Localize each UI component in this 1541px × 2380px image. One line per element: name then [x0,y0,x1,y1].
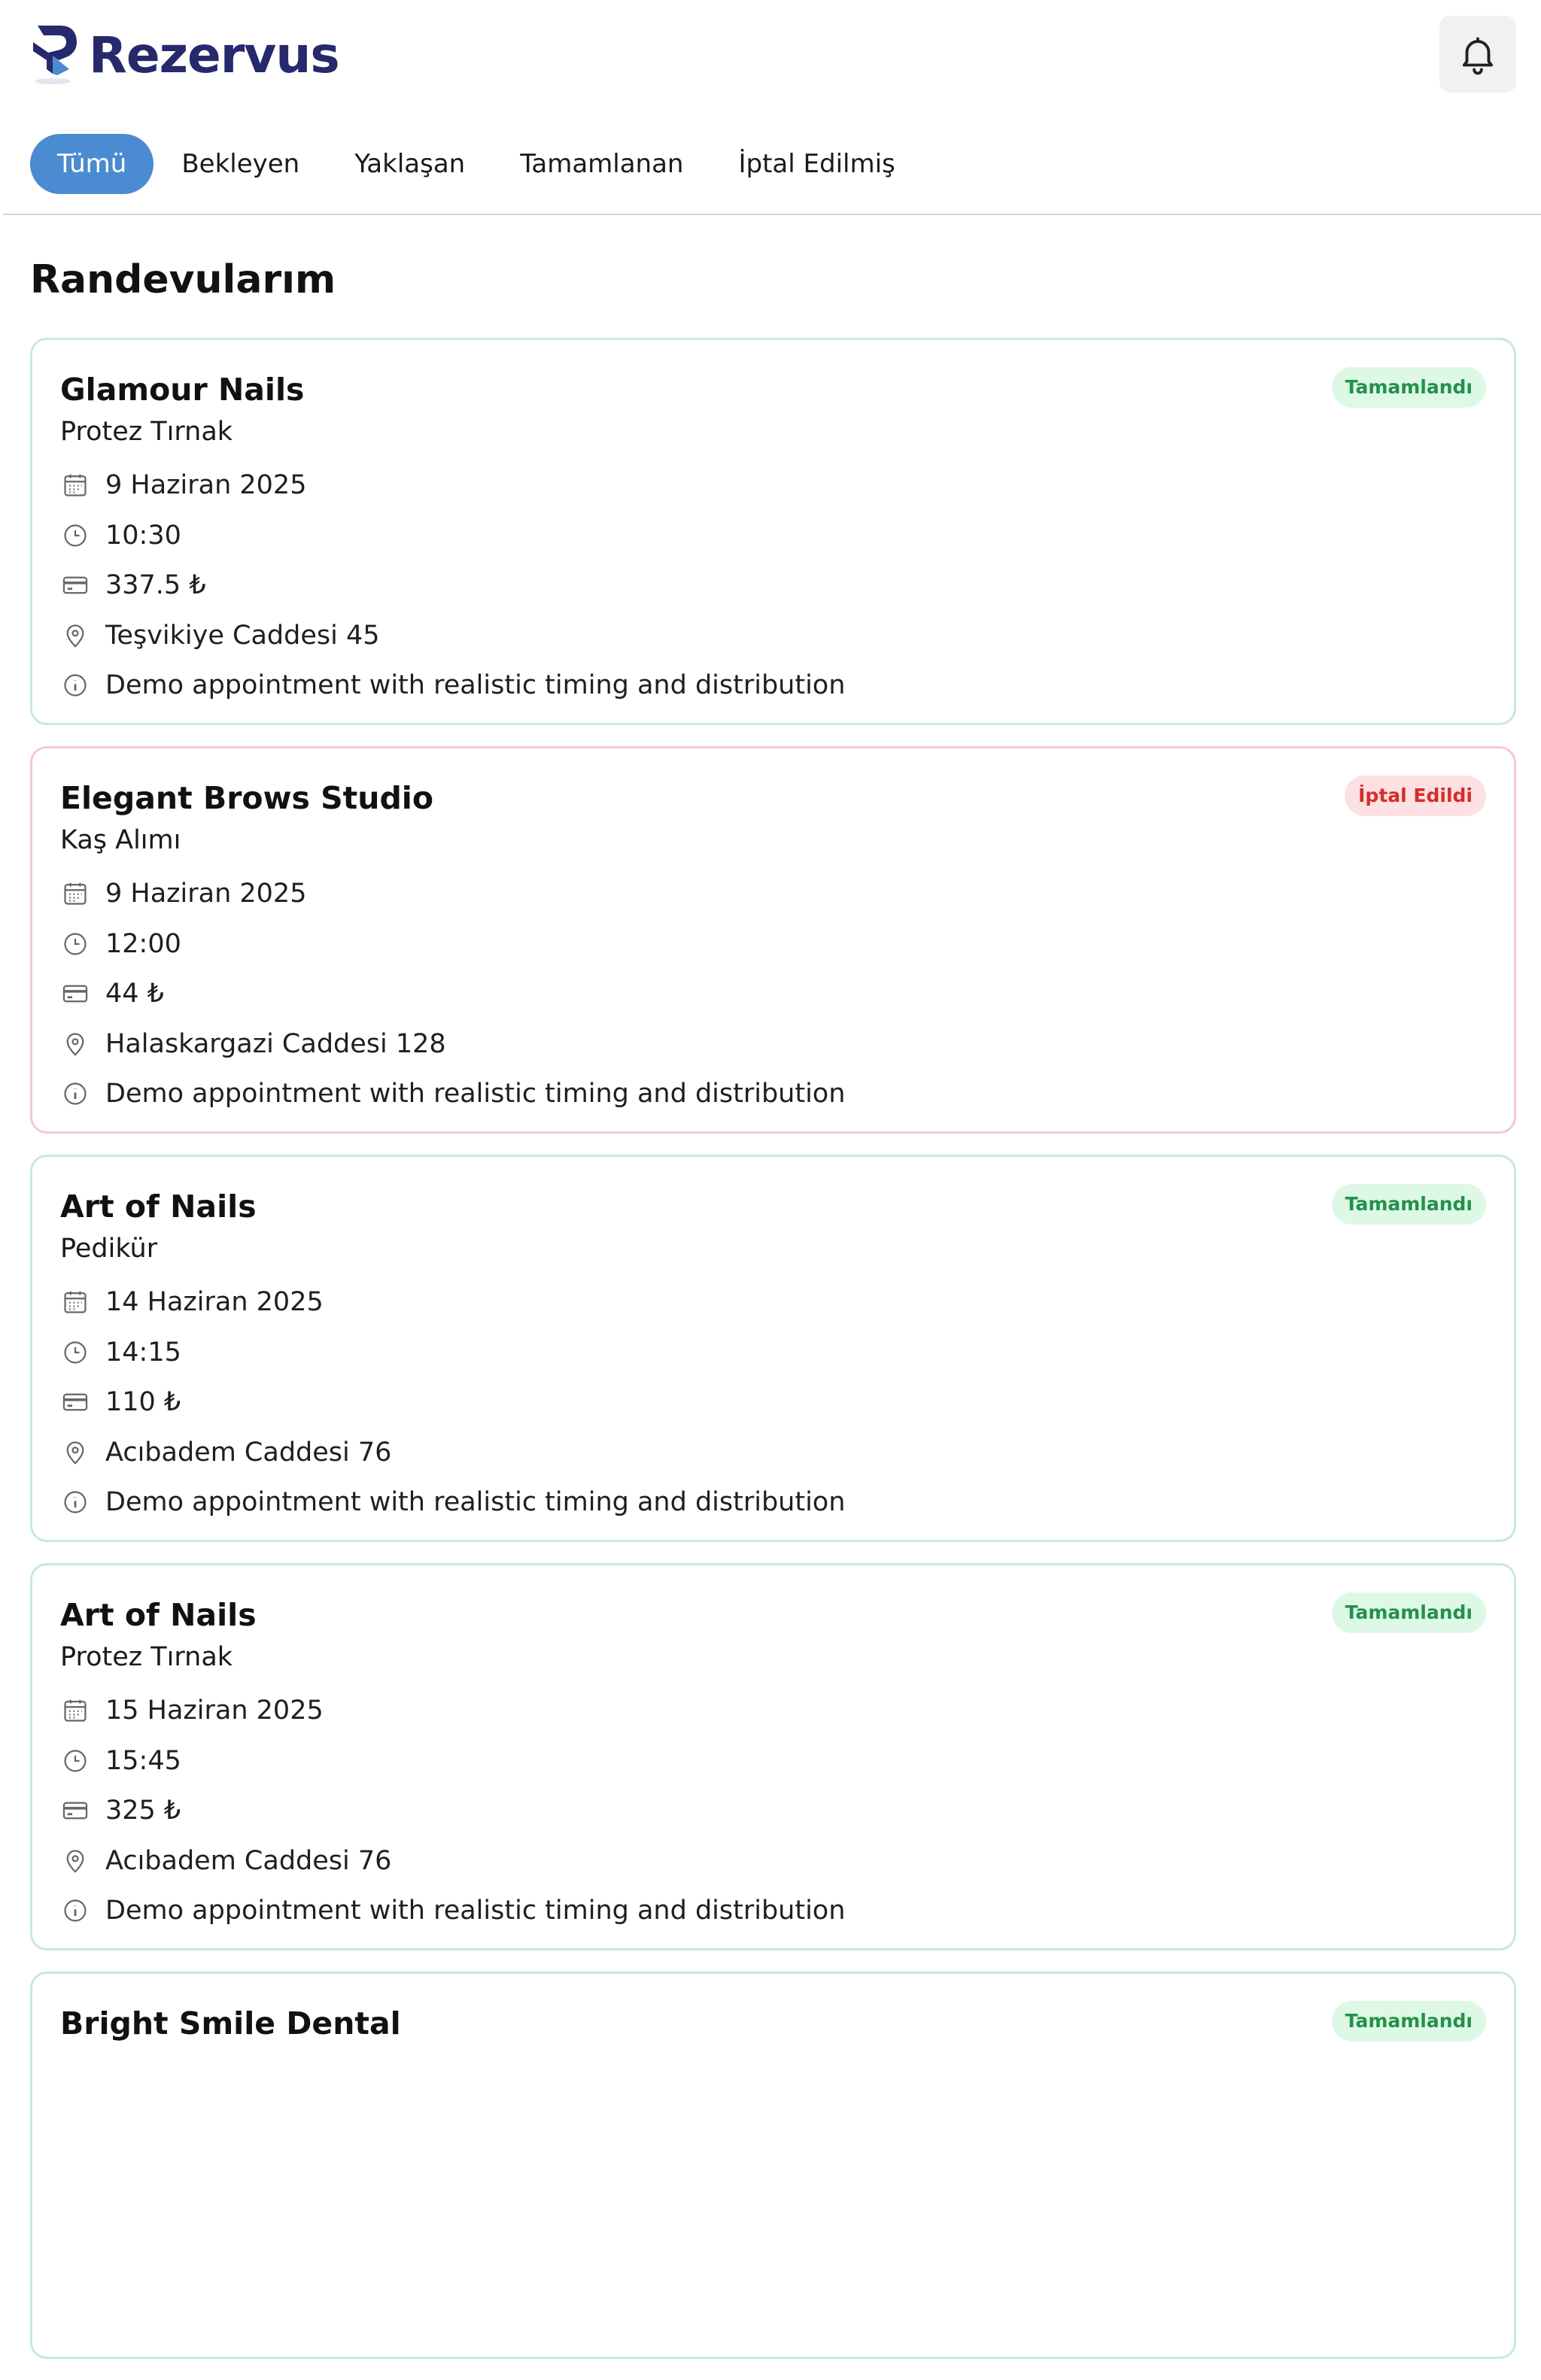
rezervus-logo-icon [30,23,78,86]
appointment-date: 15 Haziran 2025 [105,1695,324,1726]
map-pin-icon [60,1029,90,1059]
address-row [60,611,845,661]
date-row [60,869,845,919]
map-pin-icon [60,1437,90,1468]
credit-card-icon [60,979,90,1009]
service-name: Kaş Alımı [60,825,181,855]
clock-icon [60,929,90,959]
appointment-address: Acıbadem Caddesi 76 [105,1845,392,1876]
appointment-time: 10:30 [105,520,181,551]
business-name: Elegant Brows Studio [60,780,434,816]
service-name: Protez Tırnak [60,1642,233,1672]
date-row [60,1277,845,1328]
tab-cancelled[interactable]: İptal Edilmiş [738,149,895,179]
appointment-price: 44 ₺ [105,979,164,1009]
appointment-note: Demo appointment with realistic timing and distribution [105,1487,846,1518]
clock-icon [60,1337,90,1368]
status-badge: Tamamlandı [1332,1184,1486,1225]
note-row [60,660,845,711]
address-row [60,1836,845,1887]
info-icon [60,1079,90,1109]
info-icon [60,1896,90,1926]
appointment-card[interactable] [30,338,1516,725]
appointment-address: Teşvikiye Caddesi 45 [105,620,380,651]
calendar-icon [60,879,90,909]
appointment-price: 325 ₺ [105,1796,181,1826]
clock-icon [60,521,90,551]
date-row [60,1686,845,1736]
appointment-card[interactable] [30,746,1516,1134]
appointment-card[interactable] [30,1155,1516,1542]
calendar-icon [60,1287,90,1317]
appointment-price: 110 ₺ [105,1387,181,1418]
status-badge: Tamamlandı [1332,2001,1486,2042]
app-logo[interactable] [30,23,339,86]
appointment-card[interactable] [30,1972,1516,2359]
page-title: Randevularım [30,257,336,302]
info-icon [60,1487,90,1517]
appointment-card[interactable] [30,1563,1516,1950]
time-row [60,511,845,561]
appointment-note: Demo appointment with realistic timing and distribution [105,1079,846,1110]
business-name: Glamour Nails [60,372,305,408]
appointment-price: 337.5 ₺ [105,570,206,601]
tab-all[interactable]: Tümü [30,134,153,194]
map-pin-icon [60,1846,90,1876]
tab-upcoming[interactable]: Yaklaşan [354,149,466,179]
tabs-divider [3,214,1541,215]
tab-pending[interactable]: Bekleyen [181,149,300,179]
note-row [60,1886,845,1936]
price-row [60,1786,845,1836]
app-header [0,0,1541,113]
business-name: Bright Smile Dental [60,2005,401,2042]
tab-completed[interactable]: Tamamlanan [520,149,684,179]
appointment-note: Demo appointment with realistic timing and distribution [105,670,846,701]
appointment-time: 15:45 [105,1745,181,1776]
note-row [60,1477,845,1528]
time-row [60,1328,845,1378]
appointment-date: 9 Haziran 2025 [105,470,307,501]
service-name: Protez Tırnak [60,417,233,447]
calendar-icon [60,470,90,500]
map-pin-icon [60,621,90,651]
status-badge: Tamamlandı [1332,1592,1486,1633]
credit-card-icon [60,1796,90,1826]
appointment-address: Acıbadem Caddesi 76 [105,1437,392,1468]
appointment-time: 14:15 [105,1337,181,1368]
info-icon [60,670,90,700]
service-name: Pedikür [60,1234,158,1264]
price-row [60,560,845,611]
bell-icon [1456,32,1500,76]
address-row [60,1428,845,1478]
time-row [60,919,845,970]
date-row [60,460,845,511]
appointment-address: Halaskargazi Caddesi 128 [105,1028,446,1059]
price-row [60,1377,845,1428]
appointment-date: 9 Haziran 2025 [105,879,307,909]
status-filter-tabs [30,134,923,194]
appointments-list [30,338,1516,2380]
status-badge: İptal Edildi [1345,776,1486,816]
credit-card-icon [60,570,90,600]
appointment-date: 14 Haziran 2025 [105,1287,324,1318]
appointment-time: 12:00 [105,928,181,959]
calendar-icon [60,1695,90,1726]
address-row [60,1019,845,1070]
note-row [60,1069,845,1119]
app-name: Rezervus [89,26,339,84]
appointment-note: Demo appointment with realistic timing and distribution [105,1896,846,1926]
credit-card-icon [60,1387,90,1417]
status-badge: Tamamlandı [1332,367,1486,408]
time-row [60,1736,845,1787]
price-row [60,969,845,1019]
business-name: Art of Nails [60,1188,257,1225]
clock-icon [60,1746,90,1776]
business-name: Art of Nails [60,1597,257,1633]
notifications-button[interactable] [1439,16,1516,93]
